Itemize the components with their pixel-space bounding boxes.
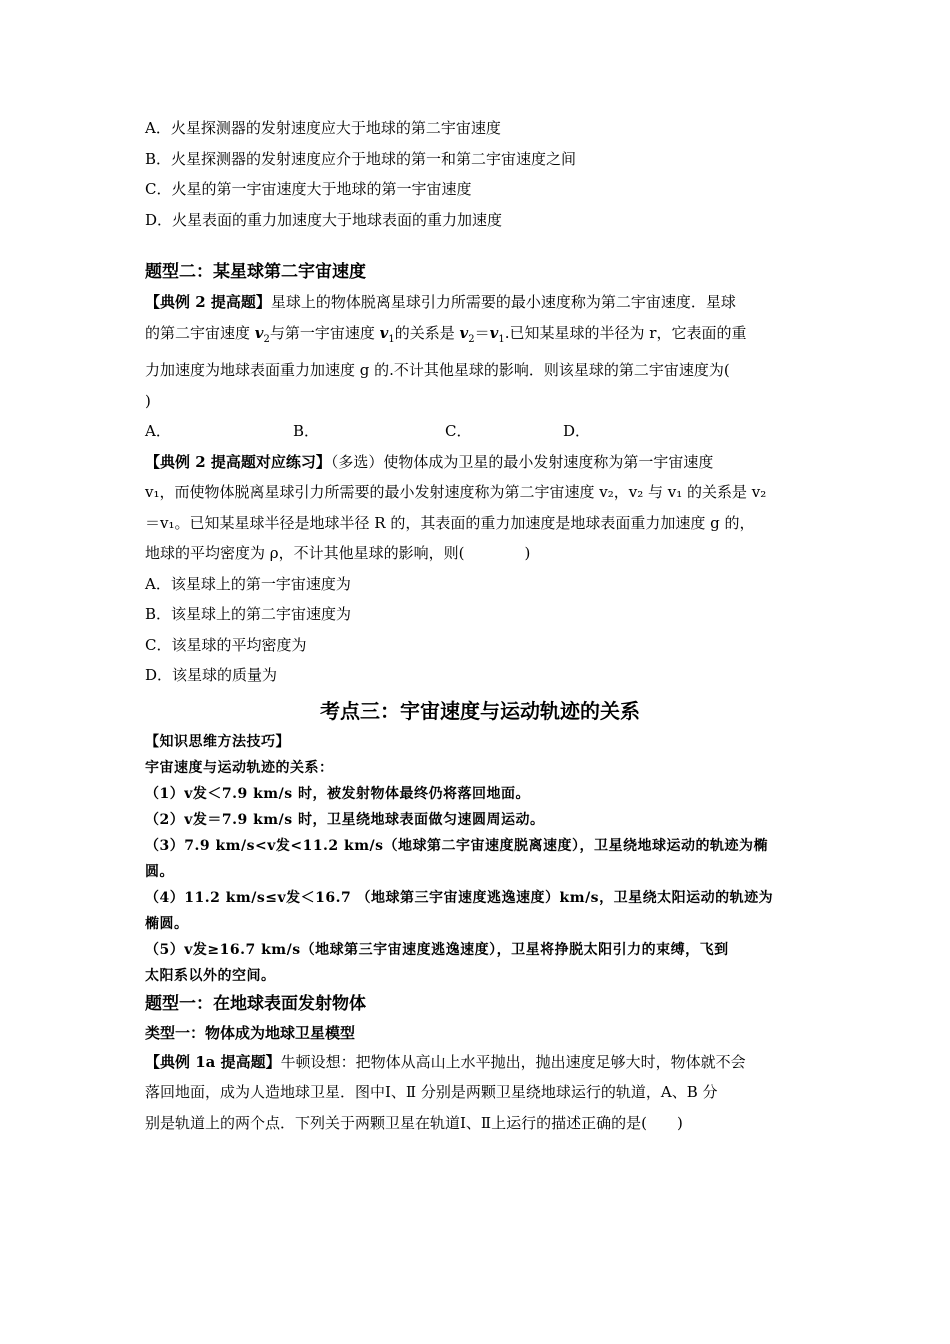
practice-line3: ＝v₁。已知某星球半径是地球半径 R 的，其表面的重力加速度是地球表面重力加速度 g 的， <box>145 513 755 532</box>
practice-line2: v₁，而使物体脱离星球引力所需要的最小发射速度称为第二宇宙速度 v₂，v₂ 与 v₁ 的关系是 v₂ <box>145 483 767 501</box>
practice-text1: （多选）使物体成为卫星的最小发射速度称为第一宇宙速度 <box>330 452 714 471</box>
example1a-tag: 【典例 1a 提高题】 <box>145 1052 281 1071</box>
knowledge-item: （4）11.2 km/s≤v发＜16.7 （地球第三宇宙速度逃逸速度）km/s，卫星绕太阳运动的轨迹为 <box>145 889 774 906</box>
knowledge-item: （2）v发＝7.9 km/s 时，卫星绕地球表面做匀速圆周运动。 <box>145 811 545 828</box>
practice-line4: 地球的平均密度为 ρ，不计其他星球的影响，则( ) <box>145 544 531 562</box>
example2-choices <box>145 416 815 447</box>
option-d: D．火星表面的重力加速度大于地球表面的重力加速度 <box>145 210 503 229</box>
example2-line3: 力加速度为地球表面重力加速度 g 的.不计其他星球的影响．则该星球的第二宇宙速度为( <box>145 361 730 379</box>
example2-text2b: 与第一宇宙速度 <box>269 323 380 342</box>
example2-line2: 的第二宇宙速度 $v_2$与第一宇宙速度 $v_1$的关系是 $v_2=v_1$.已知某星球的半径为 r，它表面的重 <box>145 323 747 345</box>
example2-line1 <box>145 287 815 318</box>
choice-d: D． <box>563 422 591 440</box>
document-page <box>145 113 815 1138</box>
choice-b: B． <box>293 422 320 440</box>
knowledge-item: 椭圆。 <box>145 915 189 932</box>
knowledge-item: （3）7.9 km/s<v发<11.2 km/s（地球第二宇宙速度脱离速度），卫星绕地球运动的轨迹为椭 <box>145 837 769 854</box>
knowledge-item: 太阳系以外的空间。 <box>145 967 276 984</box>
example1a-line1 <box>145 1047 815 1078</box>
option-a: A．火星探测器的发射速度应大于地球的第二宇宙速度 <box>145 119 501 137</box>
practice-line1 <box>145 447 815 478</box>
knowledge-item: （1）v发＜7.9 km/s 时，被发射物体最终仍将落回地面。 <box>145 785 530 802</box>
example1a-line3: 别是轨道上的两个点．下列关于两颗卫星在轨道Ⅰ、Ⅱ上运行的描述正确的是( ) <box>145 1113 683 1132</box>
example2-tag: 【典例 2 提高题】 <box>145 293 271 311</box>
practice-option-c: C．该星球的平均密度为 <box>145 635 307 654</box>
practice-option-a: A．该星球上的第一宇宙速度为 <box>145 574 351 593</box>
example2-text1: 星球上的物体脱离星球引力所需要的最小速度称为第二宇宙速度．星球 <box>270 293 736 311</box>
option-c: C．火星的第一宇宙速度大于地球的第一宇宙速度 <box>145 180 472 198</box>
knowledge-tag: 【知识思维方法技巧】 <box>145 733 290 750</box>
practice-option-d: D．该星球的质量为 <box>145 666 278 684</box>
section-heading-type2: 题型二：某星球第二宇宙速度 <box>145 262 366 282</box>
example2-text2c: 的关系是 <box>394 323 460 342</box>
choice-a: A． <box>145 422 171 440</box>
section3-title: 考点三：宇宙速度与运动轨迹的关系 <box>320 698 640 723</box>
knowledge-item: 圆。 <box>145 863 174 880</box>
knowledge-item: （5）v发≥16.7 km/s（地球第三宇宙速度逃逸速度），卫星将挣脱太阳引力的束缚，飞到 <box>145 941 729 958</box>
example2-line4: ) <box>145 391 151 410</box>
example1a-line2: 落回地面，成为人造地球卫星．图中Ⅰ、Ⅱ 分别是两颗卫星绕地球运行的轨道，A、B 分 <box>145 1083 718 1101</box>
option-b: B．火星探测器的发射速度应介于地球的第一和第二宇宙速度之间 <box>145 149 577 168</box>
example2-text2d: .已知某星球的半径为 r，它表面的重 <box>504 323 747 342</box>
choice-c: C． <box>445 422 472 440</box>
example1a-text1: 牛顿设想：把物体从高山上水平抛出，抛出速度足够大时，物体就不会 <box>280 1052 746 1071</box>
section-heading-type1: 题型一：在地球表面发射物体 <box>145 993 366 1014</box>
example2-text2a: 的第二宇宙速度 <box>145 323 255 342</box>
knowledge-intro: 宇宙速度与运动轨迹的关系： <box>145 759 334 776</box>
practice-option-b: B．该星球上的第二宇宙速度为 <box>145 605 352 623</box>
subtype-heading: 类型一：物体成为地球卫星模型 <box>145 1023 356 1042</box>
practice-tag: 【典例 2 提高题对应练习】 <box>145 452 331 471</box>
